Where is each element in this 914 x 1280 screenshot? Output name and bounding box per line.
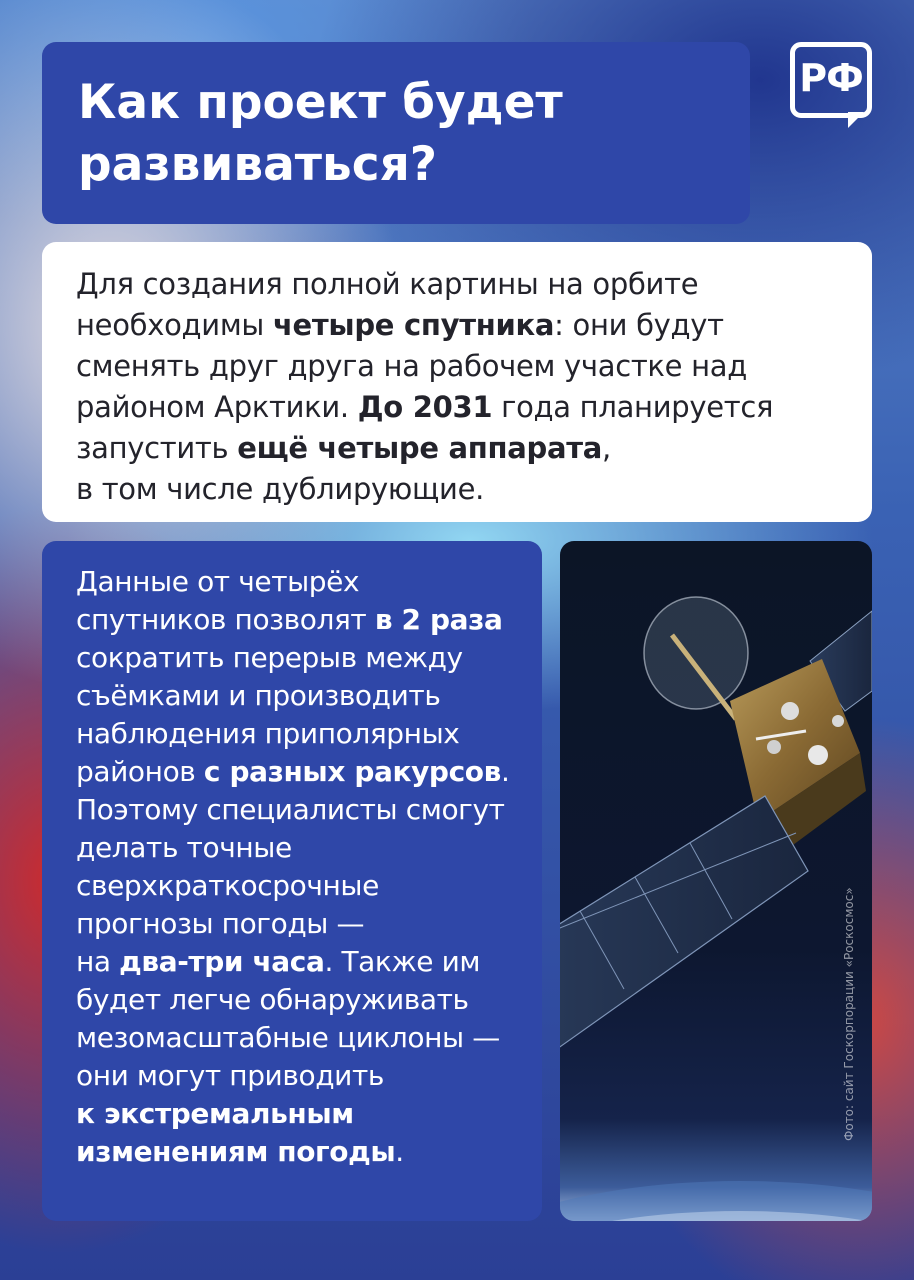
details-panel <box>42 541 542 1221</box>
title-line-1: Как проект будет <box>78 75 563 130</box>
details-line: районов с разных ракурсов. <box>76 755 510 788</box>
intro-line: необходимы четыре спутника: они будут <box>76 308 724 342</box>
satellite-in-orbit-image <box>560 541 872 1221</box>
details-line: прогнозы погоды — <box>76 907 365 940</box>
details-line: Поэтому специалисты смогут <box>76 793 505 826</box>
details-line: делать точные <box>76 831 292 864</box>
intro-line: Для создания полной картины на орбите <box>76 267 699 301</box>
details-line: спутников позволят в 2 раза <box>76 603 503 636</box>
earth-horizon <box>560 1181 872 1221</box>
details-line: съёмками и производить <box>76 679 441 712</box>
details-line: мезомасштабные циклоны — <box>76 1021 500 1054</box>
details-line: к экстремальным <box>76 1097 354 1130</box>
details-line: сверхкраткосрочные <box>76 869 379 902</box>
solar-panel-lower <box>560 796 808 1061</box>
details-line: сократить перерыв между <box>76 641 463 674</box>
details-line: изменениям погоды. <box>76 1135 404 1168</box>
intro-line: в том числе дублирующие. <box>76 472 485 506</box>
details-line: будет легче обнаруживать <box>76 983 469 1016</box>
rf-logo-icon <box>790 42 872 128</box>
intro-text <box>76 264 846 510</box>
page-title <box>78 72 698 196</box>
logo-speech-tail <box>848 112 864 128</box>
details-line: на два-три часа. Также им <box>76 945 481 978</box>
intro-line: запустить ещё четыре аппарата, <box>76 431 611 465</box>
details-text <box>76 563 536 1171</box>
intro-panel <box>42 242 872 522</box>
title-line-2: развиваться? <box>78 137 438 192</box>
title-panel <box>42 42 750 224</box>
satellite-photo: Фото: сайт Госкорпорации «Роскосмос» <box>560 541 872 1221</box>
logo-text: РФ <box>799 56 863 100</box>
details-line: Данные от четырёх <box>76 565 360 598</box>
details-line: они могут приводить <box>76 1059 384 1092</box>
details-line: наблюдения приполярных <box>76 717 460 750</box>
intro-line: районом Арктики. До 2031 года планируется <box>76 390 774 424</box>
intro-line: сменять друг друга на рабочем участке над <box>76 349 747 383</box>
